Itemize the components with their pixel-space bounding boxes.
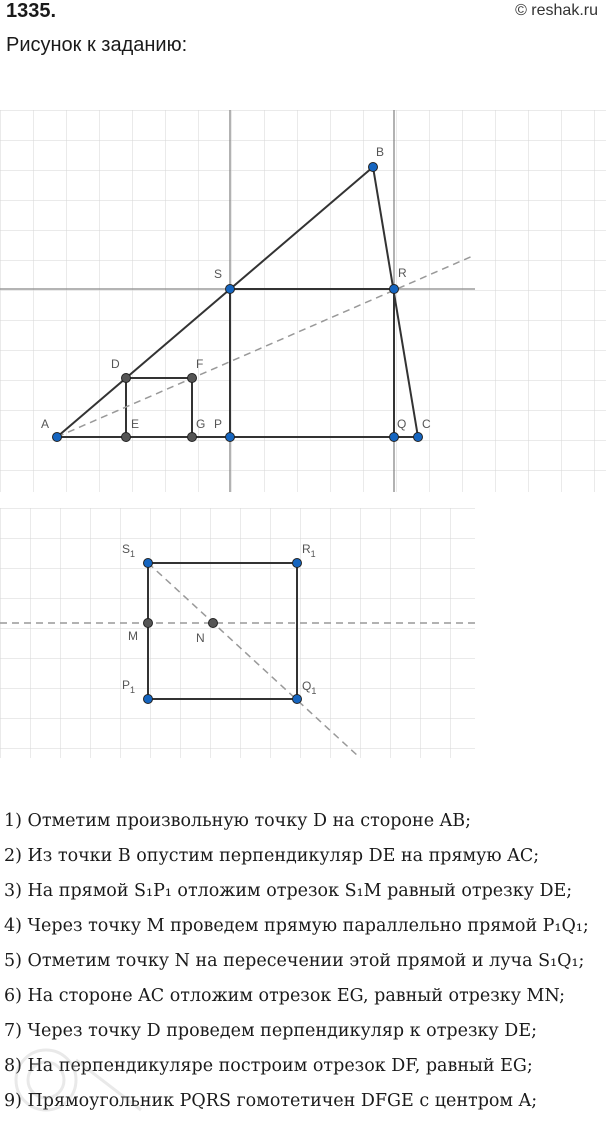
label-s: S — [214, 267, 223, 281]
label-p1: $P_1$ — [122, 678, 136, 695]
point-m — [144, 619, 153, 628]
problem-number: 1335. — [6, 0, 57, 22]
point-e — [122, 433, 131, 442]
step-6: 6) На стороне AC отложим отрезок EG, равный отрезку MN; — [4, 986, 566, 1006]
step-4: 4) Через точку M проведем прямую параллельно прямой P₁Q₁; — [4, 916, 589, 936]
point-c — [414, 433, 423, 442]
point-p1 — [144, 695, 153, 704]
point-n — [209, 619, 218, 628]
figure1-grid — [0, 110, 606, 492]
point-r1 — [293, 559, 302, 568]
step-3: 3) На прямой S₁P₁ отложим отрезок S₁M равный отрезку DE; — [4, 881, 573, 901]
point-a — [53, 433, 62, 442]
point-q1 — [293, 695, 302, 704]
label-c: C — [422, 417, 431, 431]
point-d — [122, 374, 131, 383]
point-s — [226, 285, 235, 294]
figure-caption: Рисунок к заданию: — [6, 34, 188, 56]
step-2: 2) Из точки B опустим перпендикуляр DE на прямую AC; — [4, 846, 540, 866]
step-7: 7) Через точку D проведем перпендикуляр к отрезку DE; — [4, 1021, 537, 1041]
step-8: 8) На перпендикуляре построим отрезок DF, равный EG; — [4, 1056, 533, 1076]
label-q1: $Q_1$ — [302, 679, 317, 696]
label-b: B — [376, 145, 385, 159]
figure2-grid — [0, 508, 475, 758]
label-g: G — [196, 417, 206, 431]
step-1: 1) Отметим произвольную точку D на стороне AB; — [4, 811, 472, 831]
step-5: 5) Отметим точку N на пересечении этой прямой и луча S₁Q₁; — [4, 951, 585, 971]
label-a: A — [41, 417, 50, 431]
label-r: R — [398, 266, 407, 280]
watermark-logo — [6, 1040, 146, 1120]
label-f: F — [196, 357, 204, 371]
point-b — [369, 163, 378, 172]
label-p: P — [214, 417, 223, 431]
label-e: E — [131, 417, 140, 431]
point-r — [390, 285, 399, 294]
point-f — [188, 374, 197, 383]
point-s1 — [144, 559, 153, 568]
step-9: 9) Прямоугольник PQRS гомотетичен DFGE с центром A; — [4, 1091, 538, 1111]
label-r1: $R_1$ — [302, 542, 316, 559]
label-d: D — [111, 357, 120, 371]
point-g — [188, 433, 197, 442]
label-s1: $S_1$ — [122, 542, 136, 559]
point-q — [390, 433, 399, 442]
label-q: Q — [397, 417, 407, 431]
label-n: N — [196, 631, 205, 645]
site-mark: © reshak.ru — [515, 2, 598, 19]
label-m: M — [128, 629, 138, 643]
point-p — [226, 433, 235, 442]
